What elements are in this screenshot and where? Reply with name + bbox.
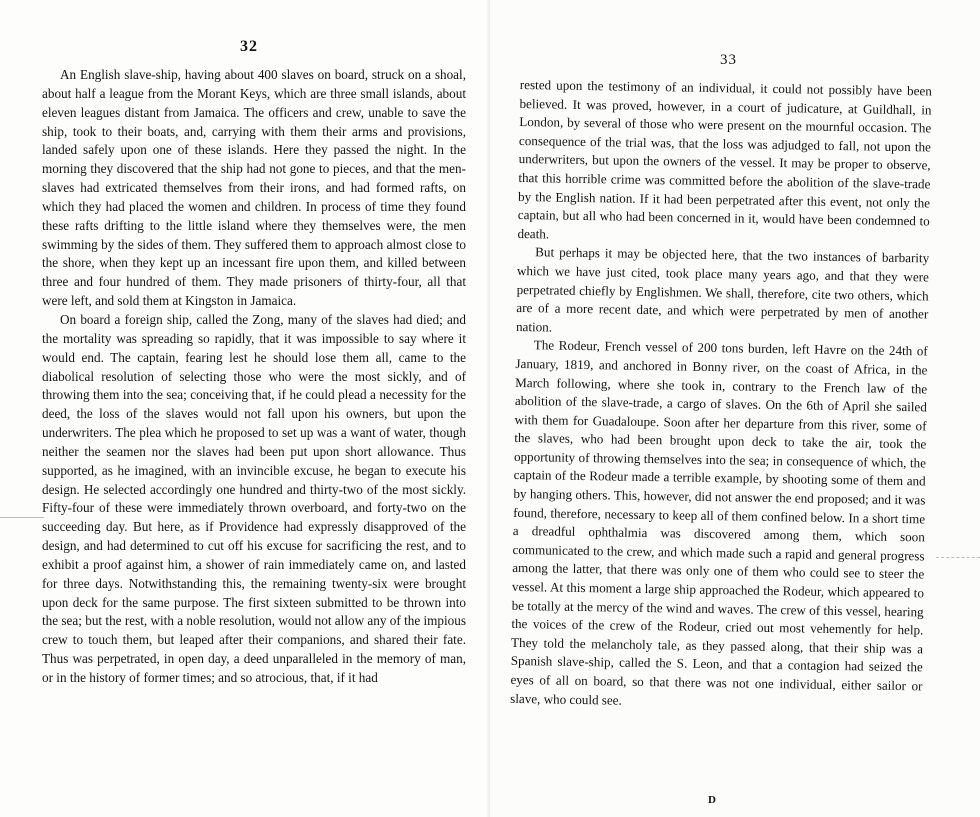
paragraph-zong: On board a foreign ship, called the Zong, many of the slaves had died; and the mortality was spreading so rapidly, that it was impossible to say where it would end. The captain, fearing lest he should lose them all, came to the diabolical resolution of selecting those who were the most sickly, and of throwing them into the sea; conceiving that, if he could plead a necessity for the deed, the loss of the slaves would not fall upon his owners, but upon the underwriters. The plea which he proposed to set up was a want of water, though neither the seamen nor the slaves had been put upon short allowance. Thus supported, as he imagined, with an invincible excuse, he began to execute his design. He selected accordingly one hundred and thirty-two of the most sickly. Fifty-four of these were immediately thrown overboard, and forty-two on the succeeding day. But here, as if Providence had expressly disapproved of the design, and had determined to cut off his excuse for sacrificing the rest, and to exhibit a proof against him, a shower of rain immediately came on, and lasted for three days. Notwithstanding this, the remaining twenty-six were brought upon deck for the same purpose. The first sixteen submitted to be thrown into the sea; but the rest, with a noble resolution, would not allow any of the impious crew to touch them, but leaped after their companions, and shared their fate. Thus was perpetrated, in open day, a deed unparalleled in the memory of man, or in the history of former times; and so atrocious, that, if it had [42, 311, 466, 685]
page-number-right: 33 [720, 52, 737, 68]
signature-mark: D [708, 794, 716, 806]
right-page-text [510, 76, 932, 715]
page-crease-mark [936, 557, 980, 558]
right-page [490, 0, 980, 817]
paragraph-continuation: rested upon the testimony of an individual, it could not possibly have been believed. It was proved, however, in a court of judicature, at Guildhall, in London, by several of those who were present on the mournful occasion. The consequence of the trial was, that the loss was adjudged to fall, not upon the underwriters, but upon the owners of the vessel. It may be proper to observe, that this horrible crime was committed before the abolition of the slave-trade by the English nation. If it had been perpetrated after this event, not only the captain, but all who had been concerned in it, would have been condemned to death. [517, 76, 932, 242]
paragraph-morant-keys: An English slave-ship, having about 400 slaves on board, struck on a shoal, about half a league from the Morant Keys, which are three small islands, about eleven leagues distant from Jamaica. The officers and crew, unable to save the ship, took to their boats, and, carrying with them their arms and provisions, landed safely upon one of these islands. Here they passed the night. In the morning they discovered that the ship had not gone to pieces, and that the men-slaves had extricated themselves from their irons, and had formed rafts, on which they had placed the women and children. In process of time they found these rafts drifting to the little island where they themselves were, the men swimming by the sides of them. They suffered them to approach almost close to the shore, when they kept up an incessant fire upon them, and killed between three and four hundred of them. They made prisoners of thirty-four, all that were left, and sold them at Kingston in Jamaica. [42, 67, 466, 309]
page-crease-mark [0, 517, 44, 518]
paragraph-rodeur: The Rodeur, French vessel of 200 tons burden, left Havre on the 24th of January, 1819, and anchored in Bonny river, on the coast of Africa, in the March following, where she took in, contrary to the French law of the abolition of the slave-trade, a cargo of slaves. On the 6th of April she sailed with them for Guadaloupe. Soon after her departure from this river, some of the slaves, who had been brought upon deck to take the air, took the opportunity of throwing themselves into the sea; in consequence of which, the captain of the Rodeur made a terrible example, by shooting some of them and by hanging others. This, however, did not answer the end proposed; and it was found, therefore, necessary to keep all of them confined below. In a short time a dreadful ophthalmia was discovered among them, which soon communicated to the crew, and which made such a rapid and general progress among the latter, that there was only one of them who could see to steer the vessel. At this moment a large ship approached the Rodeur, which appeared to be totally at the mercy of the wind and waves. The crew of this vessel, hearing the voices of the crew of the Rodeur, cried out most vehemently for help. They told the melancholy tale, as they passed along, that their ship was a Spanish slave-ship, called the S. Leon, and that a contagion had seized the eyes of all on board, so that there was not one individual, either sailor or slave, who could see. [510, 337, 928, 708]
page-number-left: 32 [240, 38, 258, 55]
paragraph-objection: But perhaps it may be objected here, that the two instances of barbarity which we have just cited, took place many years ago, and that they were perpetrated chiefly by Englishmen. We shall, therefore, cite two others, which are of a more recent date, and which were perpetrated by men of another nation. [515, 244, 930, 335]
left-page-text [42, 66, 466, 688]
